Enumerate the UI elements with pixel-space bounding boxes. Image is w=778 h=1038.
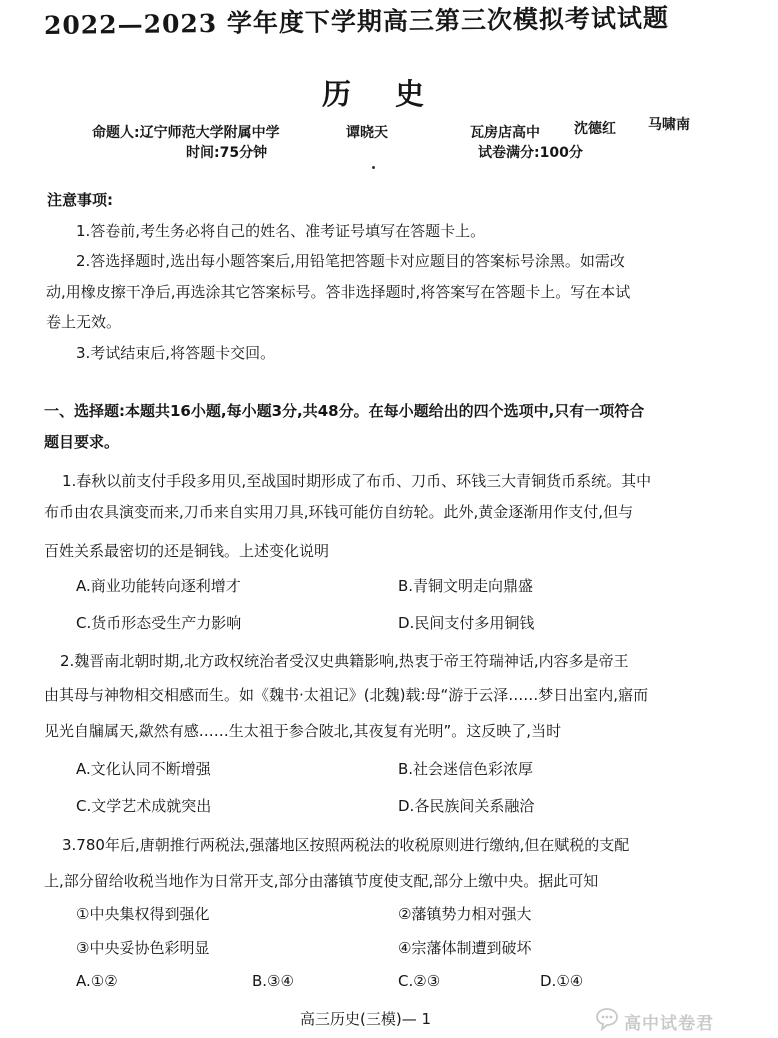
question-3-line-1: 3.780年后,唐朝推行两税法,强藩地区按照两税法的收税原则进行缴纳,但在赋税的支配 — [62, 836, 630, 854]
author-label: 命题人:辽宁师范大学附属中学 — [92, 125, 280, 141]
question-2-option-b: B.社会迷信色彩浓厚 — [398, 760, 534, 778]
question-1-option-b: B.青铜文明走向鼎盛 — [398, 577, 534, 595]
question-3-option-a: A.①② — [76, 972, 118, 990]
question-3-item-4: ④宗藩体制遭到破坏 — [398, 939, 532, 957]
notice-item-2-line-3: 卷上无效。 — [46, 313, 122, 331]
question-3-line-2: 上,部分留给收税当地作为日常开支,部分由藩镇节度使支配,部分上缴中央。据此可知 — [44, 872, 599, 890]
question-2-option-d: D.各民族间关系融洽 — [398, 797, 535, 815]
question-1-line-3: 百姓关系最密切的还是铜钱。上述变化说明 — [44, 542, 330, 560]
notice-heading: 注意事项: — [47, 191, 113, 209]
author-1: 谭晓天 — [346, 125, 388, 141]
subject-title: 历史 — [322, 77, 469, 111]
exam-score: 试卷满分:100分 — [478, 145, 583, 161]
section-1-line-2: 题目要求。 — [44, 433, 120, 451]
question-1-line-2: 布币由农具演变而来,刀币来自实用刀具,环钱可能仿自纺轮。此外,黄金逐渐用作支付,但与 — [44, 503, 634, 521]
question-3-option-b: B.③④ — [252, 972, 294, 990]
page-footer: 高三历史(三模)— 1 — [300, 1010, 432, 1028]
author-2: 沈德红 — [574, 121, 616, 137]
watermark-text: 高中试卷君 — [624, 1014, 714, 1034]
question-3-option-d: D.①④ — [540, 972, 584, 990]
question-1-line-1: 1.春秋以前支付手段多用贝,至战国时期形成了布币、刀币、环钱三大青铜货币系统。其中 — [62, 472, 652, 490]
author-3: 马啸南 — [648, 117, 690, 133]
scan-dot — [372, 166, 375, 169]
watermark-logo-icon — [594, 1007, 620, 1031]
question-2-option-a: A.文化认同不断增强 — [76, 760, 211, 778]
notice-item-3: 3.考试结束后,将答题卡交回。 — [76, 344, 276, 362]
question-2-line-2: 由其母与神物相交相感而生。如《魏书·太祖记》(北魏)载:母“游于云泽……梦日出室内,寤而 — [44, 686, 649, 704]
section-1-line-1: 一、选择题:本题共16小题,每小题3分,共48分。在每小题给出的四个选项中,只有一项符合 — [44, 402, 645, 420]
exam-time: 时间:75分钟 — [186, 145, 268, 161]
question-2-option-c: C.文学艺术成就突出 — [76, 797, 212, 815]
question-3-item-2: ②藩镇势力相对强大 — [398, 905, 532, 923]
question-1-option-d: D.民间支付多用铜钱 — [398, 614, 535, 632]
notice-item-1: 1.答卷前,考生务必将自己的姓名、准考证号填写在答题卡上。 — [76, 222, 486, 240]
question-1-option-a: A.商业功能转向逐利增才 — [76, 577, 241, 595]
notice-item-2-line-2: 动,用橡皮擦干净后,再选涂其它答案标号。答非选择题时,将答案写在答题卡上。写在本试 — [46, 283, 631, 301]
school-2: 瓦房店高中 — [470, 125, 540, 141]
question-3-item-1: ①中央集权得到强化 — [76, 905, 210, 923]
question-3-option-c: C.②③ — [398, 972, 441, 990]
question-2-line-3: 见光自牖属天,歘然有感……生太祖于参合陂北,其夜复有光明”。这反映了,当时 — [44, 722, 562, 740]
exam-title: 2022—2023 学年度下学期高三第三次模拟考试试题 — [43, 3, 670, 40]
notice-item-2-line-1: 2.答选择题时,选出每小题答案后,用铅笔把答题卡对应题目的答案标号涂黑。如需改 — [76, 252, 625, 270]
question-3-item-3: ③中央妥协色彩明显 — [76, 939, 210, 957]
question-2-line-1: 2.魏晋南北朝时期,北方政权统治者受汉史典籍影响,热衷于帝王符瑞神话,内容多是帝王 — [60, 652, 629, 670]
question-1-option-c: C.货币形态受生产力影响 — [76, 614, 242, 632]
watermark — [594, 1005, 778, 1035]
